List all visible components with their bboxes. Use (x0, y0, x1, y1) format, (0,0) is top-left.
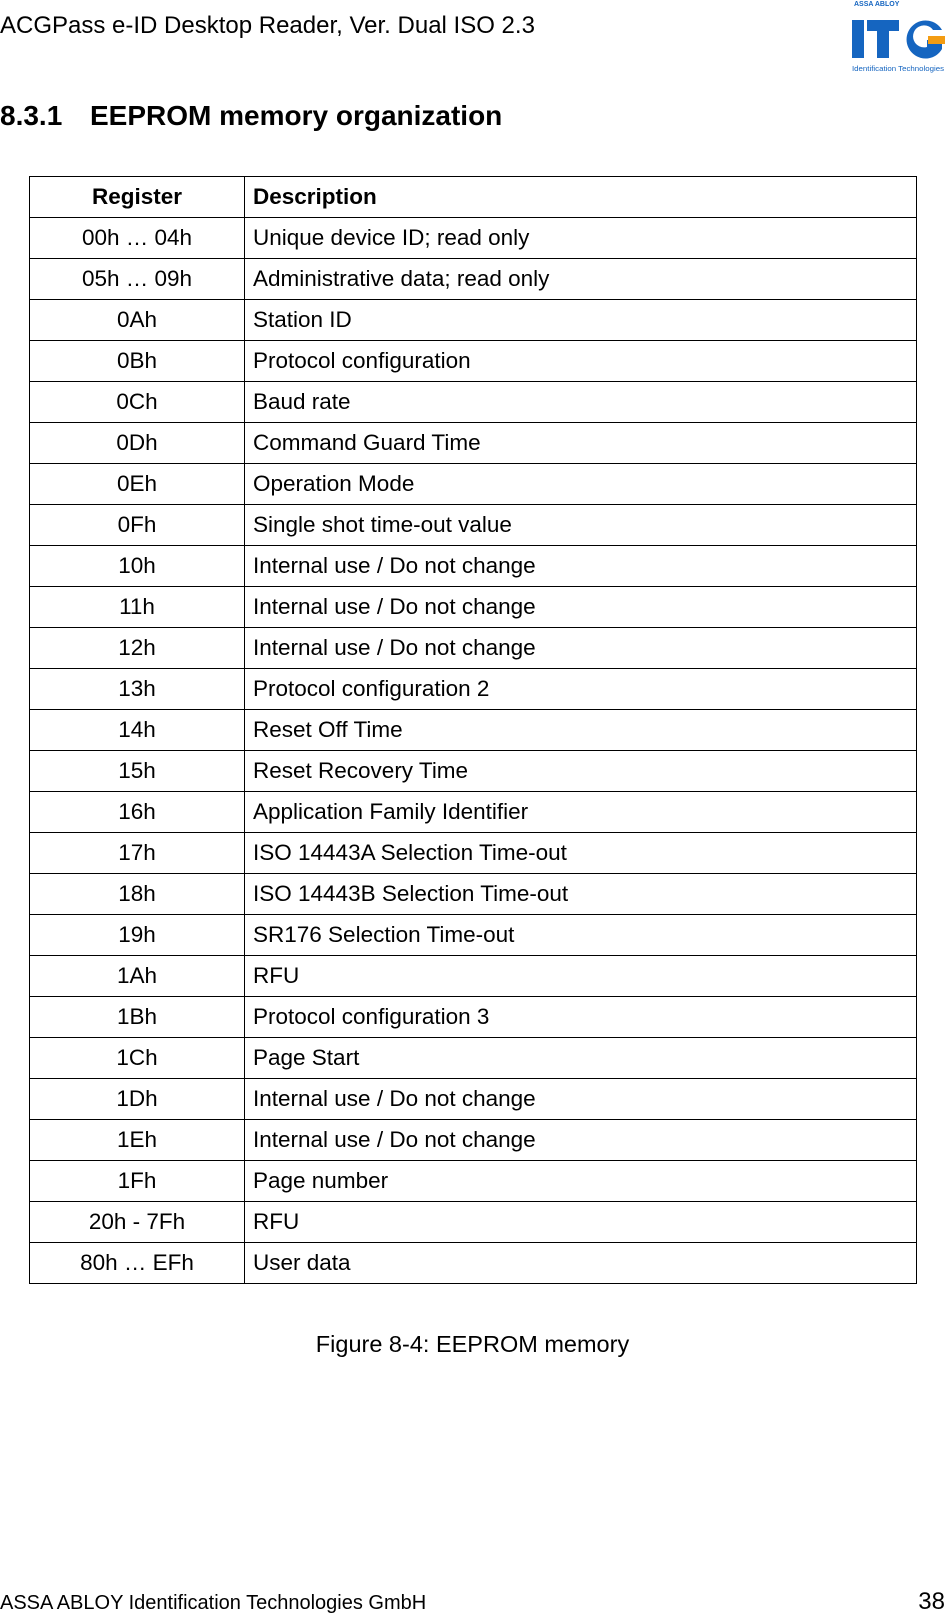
description-cell: Single shot time-out value (245, 505, 917, 546)
table-row (30, 1161, 917, 1202)
table-row (30, 956, 917, 997)
description-cell: Command Guard Time (245, 423, 917, 464)
register-cell: 15h (30, 751, 245, 792)
description-cell: User data (245, 1243, 917, 1284)
description-cell: Page Start (245, 1038, 917, 1079)
register-cell: 20h - 7Fh (30, 1202, 245, 1243)
register-cell: 1Dh (30, 1079, 245, 1120)
table-row (30, 1202, 917, 1243)
eeprom-register-table (29, 176, 917, 1284)
table-row (30, 1120, 917, 1161)
register-cell: 0Bh (30, 341, 245, 382)
register-cell: 05h … 09h (30, 259, 245, 300)
description-cell: Station ID (245, 300, 917, 341)
register-cell: 0Ah (30, 300, 245, 341)
table-row (30, 505, 917, 546)
register-cell: 16h (30, 792, 245, 833)
section-number: 8.3.1 (0, 100, 63, 131)
table-row (30, 833, 917, 874)
table-row (30, 546, 917, 587)
description-cell: Protocol configuration 3 (245, 997, 917, 1038)
register-cell: 12h (30, 628, 245, 669)
table-row (30, 300, 917, 341)
logo-top-text: ASSA ABLOY (854, 1, 900, 8)
description-cell: Internal use / Do not change (245, 546, 917, 587)
document-header-title: ACGPass e-ID Desktop Reader, Ver. Dual ISO 2.3 (0, 12, 535, 39)
figure-caption: Figure 8-4: EEPROM memory (315, 1331, 630, 1357)
description-cell: Baud rate (245, 382, 917, 423)
section-title: EEPROM memory organization (90, 100, 503, 131)
description-cell: Protocol configuration 2 (245, 669, 917, 710)
register-cell: 13h (30, 669, 245, 710)
table-row (30, 1079, 917, 1120)
register-cell: 10h (30, 546, 245, 587)
description-cell: RFU (245, 1202, 917, 1243)
table-row (30, 997, 917, 1038)
table-row (30, 464, 917, 505)
description-cell: Administrative data; read only (245, 259, 917, 300)
table-row (30, 710, 917, 751)
register-cell: 0Eh (30, 464, 245, 505)
description-cell: Reset Off Time (245, 710, 917, 751)
description-cell: ISO 14443B Selection Time-out (245, 874, 917, 915)
table-row (30, 1038, 917, 1079)
table-row (30, 874, 917, 915)
description-cell: Operation Mode (245, 464, 917, 505)
table-row (30, 423, 917, 464)
description-cell: Page number (245, 1161, 917, 1202)
table-row (30, 382, 917, 423)
description-cell: Internal use / Do not change (245, 587, 917, 628)
register-cell: 18h (30, 874, 245, 915)
register-cell: 14h (30, 710, 245, 751)
table-row (30, 669, 917, 710)
description-cell: RFU (245, 956, 917, 997)
register-cell: 17h (30, 833, 245, 874)
section-heading (0, 100, 502, 132)
table-header-row (30, 177, 917, 218)
register-cell: 1Fh (30, 1161, 245, 1202)
description-cell: Application Family Identifier (245, 792, 917, 833)
table-row (30, 915, 917, 956)
register-cell: 11h (30, 587, 245, 628)
description-cell: Reset Recovery Time (245, 751, 917, 792)
table-row (30, 1243, 917, 1284)
register-cell: 1Eh (30, 1120, 245, 1161)
description-cell: Unique device ID; read only (245, 218, 917, 259)
description-cell: Internal use / Do not change (245, 628, 917, 669)
register-cell: 0Fh (30, 505, 245, 546)
itg-logo (852, 0, 945, 76)
register-cell: 1Bh (30, 997, 245, 1038)
page-number: 38 (918, 1588, 945, 1615)
description-cell: Internal use / Do not change (245, 1120, 917, 1161)
description-cell: Protocol configuration (245, 341, 917, 382)
column-header-register: Register (30, 177, 245, 218)
table-row (30, 259, 917, 300)
table-row (30, 628, 917, 669)
description-cell: SR176 Selection Time-out (245, 915, 917, 956)
register-cell: 0Dh (30, 423, 245, 464)
column-header-description: Description (245, 177, 917, 218)
table-row (30, 792, 917, 833)
table-row (30, 587, 917, 628)
register-cell: 0Ch (30, 382, 245, 423)
register-cell: 19h (30, 915, 245, 956)
register-cell: 1Ch (30, 1038, 245, 1079)
register-cell: 1Ah (30, 956, 245, 997)
table-row (30, 218, 917, 259)
footer-company: ASSA ABLOY Identification Technologies GmbH (0, 1592, 427, 1614)
table-row (30, 751, 917, 792)
register-cell: 80h … EFh (30, 1243, 245, 1284)
register-cell: 00h … 04h (30, 218, 245, 259)
description-cell: Internal use / Do not change (245, 1079, 917, 1120)
logo-subtitle: Identification Technologies (852, 64, 945, 73)
description-cell: ISO 14443A Selection Time-out (245, 833, 917, 874)
table-row (30, 341, 917, 382)
